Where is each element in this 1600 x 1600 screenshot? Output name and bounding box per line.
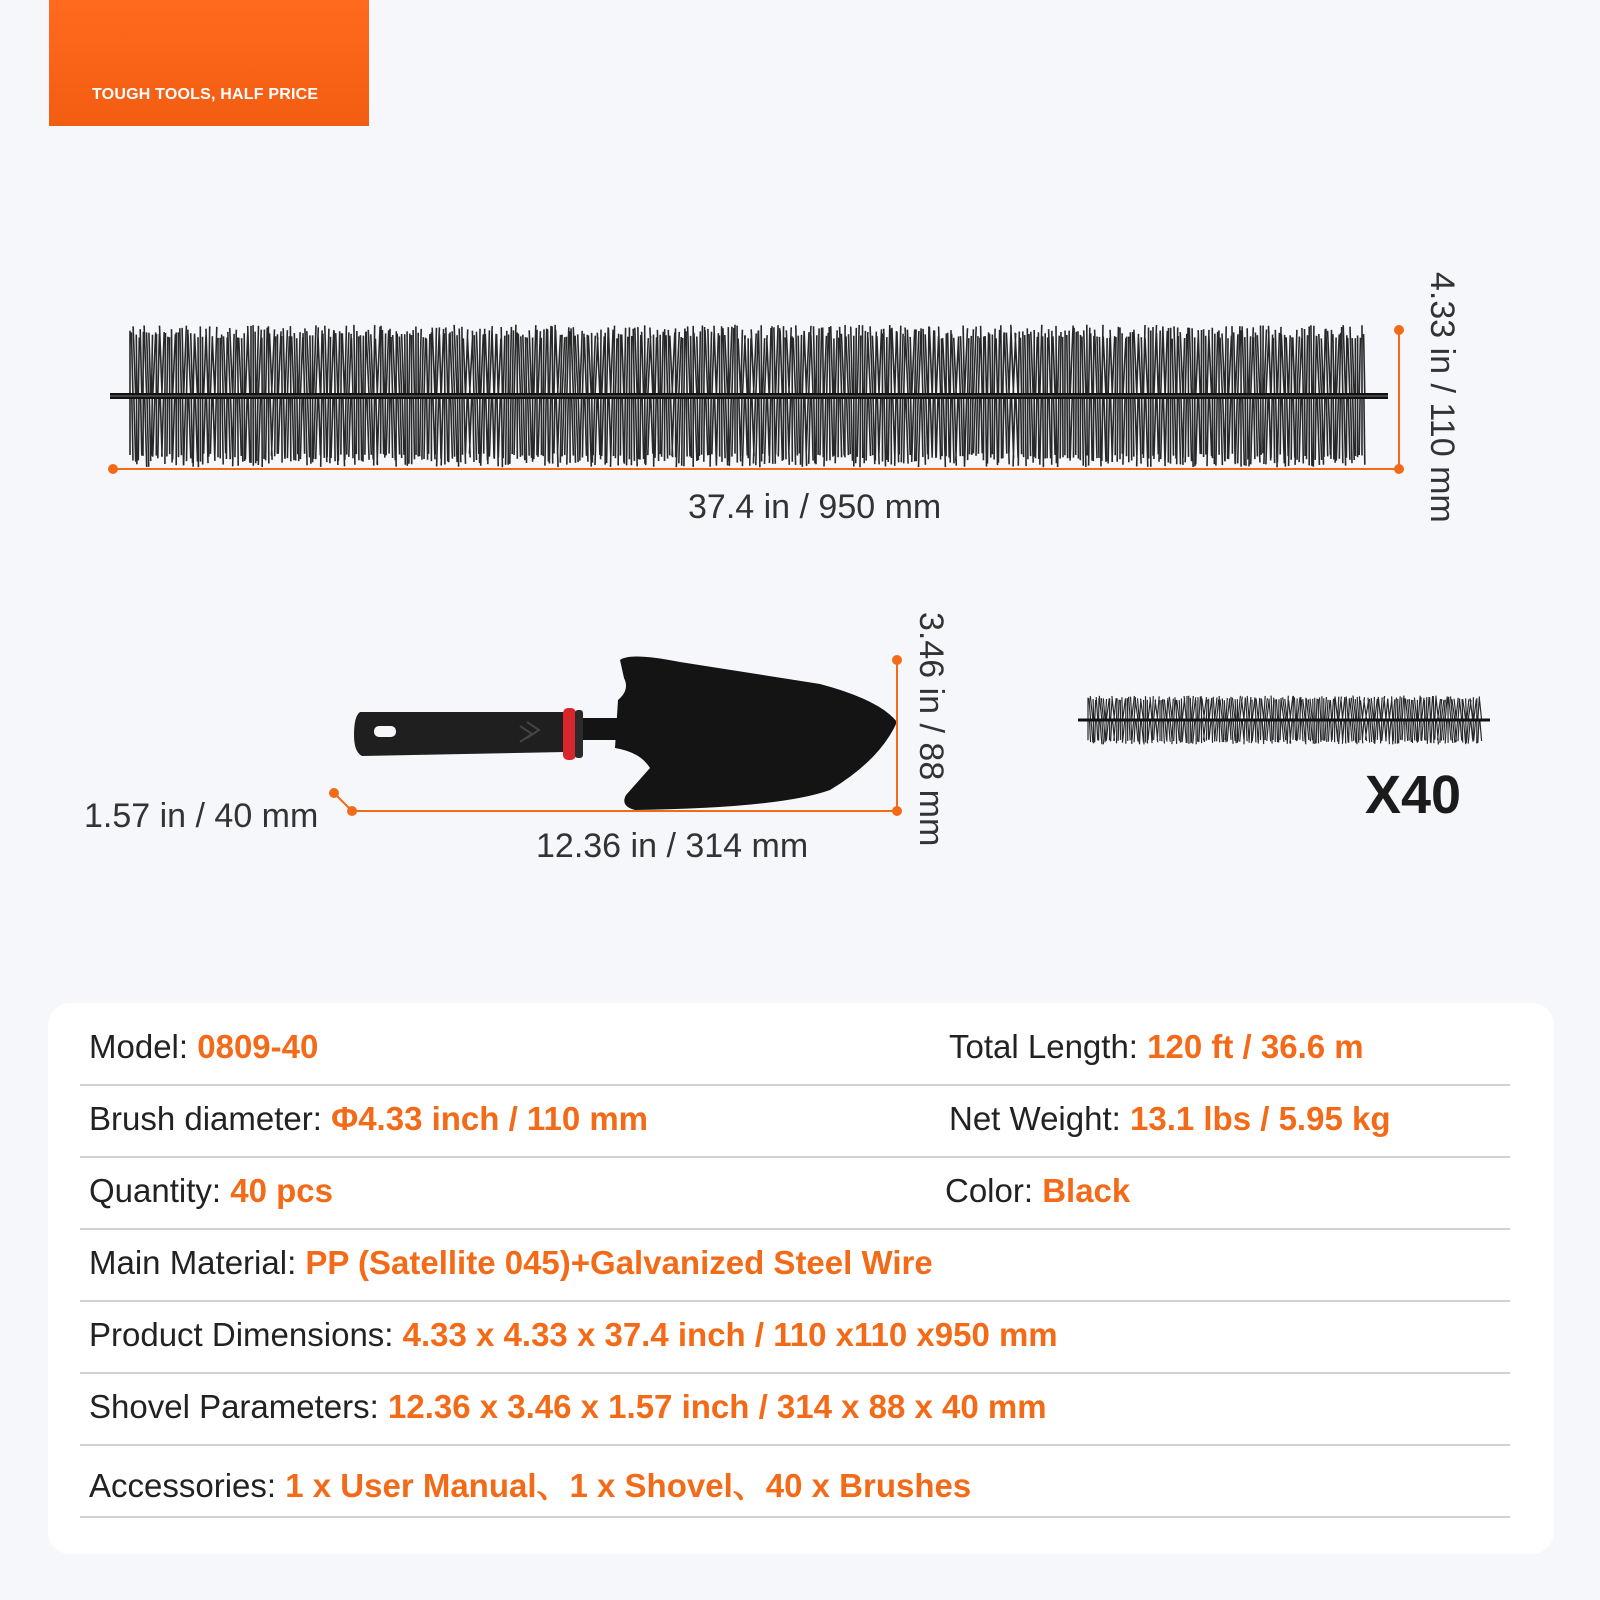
spec-label: Main Material: (89, 1244, 297, 1281)
spec-brush-diameter (89, 1100, 648, 1138)
shovel-depth-dimension-line (329, 788, 357, 816)
spec-value: 120 ft / 36.6 m (1147, 1028, 1364, 1065)
spec-label: Color: (945, 1172, 1034, 1209)
spec-value: 0809-40 (197, 1028, 319, 1065)
spec-row (80, 1372, 1510, 1446)
spec-model (89, 1028, 318, 1066)
small-brush-image (1078, 696, 1490, 745)
spec-row (80, 1444, 1510, 1518)
spec-net-weight (949, 1100, 1390, 1138)
spec-color (945, 1172, 1130, 1210)
spec-row (80, 1012, 1510, 1086)
spec-label: Quantity: (89, 1172, 222, 1209)
shovel-length-dimension-line (352, 806, 902, 816)
spec-label: Brush diameter: (89, 1100, 322, 1137)
spec-value: Black (1042, 1172, 1131, 1209)
brush-length-dimension-line (108, 464, 1404, 474)
quantity-multiplier: X40 (1365, 765, 1462, 825)
spec-label: Total Length: (949, 1028, 1138, 1065)
spec-value: 40 pcs (230, 1172, 333, 1209)
shovel-width-dimension-line (892, 655, 902, 811)
spec-value: PP (Satellite 045)+Galvanized Steel Wire (305, 1244, 933, 1281)
promo-banner-text: TOUGH TOOLS, HALF PRICE (92, 86, 319, 103)
spec-value: 4.33 x 4.33 x 37.4 inch / 110 x110 x950 mm (402, 1316, 1058, 1353)
spec-value: 1 x User Manual、1 x Shovel、40 x Brushes (285, 1467, 972, 1504)
spec-label: Shovel Parameters: (89, 1388, 379, 1425)
spec-accessories (89, 1460, 971, 1507)
brush-length-label: 37.4 in / 950 mm (688, 488, 942, 526)
brush-height-dimension-line (1394, 325, 1404, 469)
spec-value: 13.1 lbs / 5.95 kg (1129, 1100, 1391, 1137)
spec-row (80, 1156, 1510, 1230)
spec-label: Accessories: (89, 1467, 277, 1504)
shovel-length-label: 12.36 in / 314 mm (536, 827, 809, 865)
brush-height-label: 4.33 in / 110 mm (1423, 272, 1461, 523)
large-brush-image (110, 325, 1388, 468)
shovel-depth-label: 1.57 in / 40 mm (84, 797, 319, 835)
spec-value: 12.36 x 3.46 x 1.57 inch / 314 x 88 x 40 mm (387, 1388, 1047, 1425)
shovel-image (354, 656, 897, 810)
spec-total-length (949, 1028, 1364, 1066)
spec-row (80, 1300, 1510, 1374)
spec-shovel-parameters (89, 1388, 1047, 1426)
spec-product-dimensions (89, 1316, 1058, 1354)
spec-quantity (89, 1172, 333, 1210)
spec-label: Model: (89, 1028, 189, 1065)
spec-row (80, 1084, 1510, 1158)
spec-label: Net Weight: (949, 1100, 1121, 1137)
shovel-width-label: 3.46 in / 88 mm (912, 612, 950, 847)
spec-main-material (89, 1244, 933, 1282)
spec-label: Product Dimensions: (89, 1316, 394, 1353)
spec-value: Φ4.33 inch / 110 mm (331, 1100, 649, 1137)
spec-row (80, 1228, 1510, 1302)
